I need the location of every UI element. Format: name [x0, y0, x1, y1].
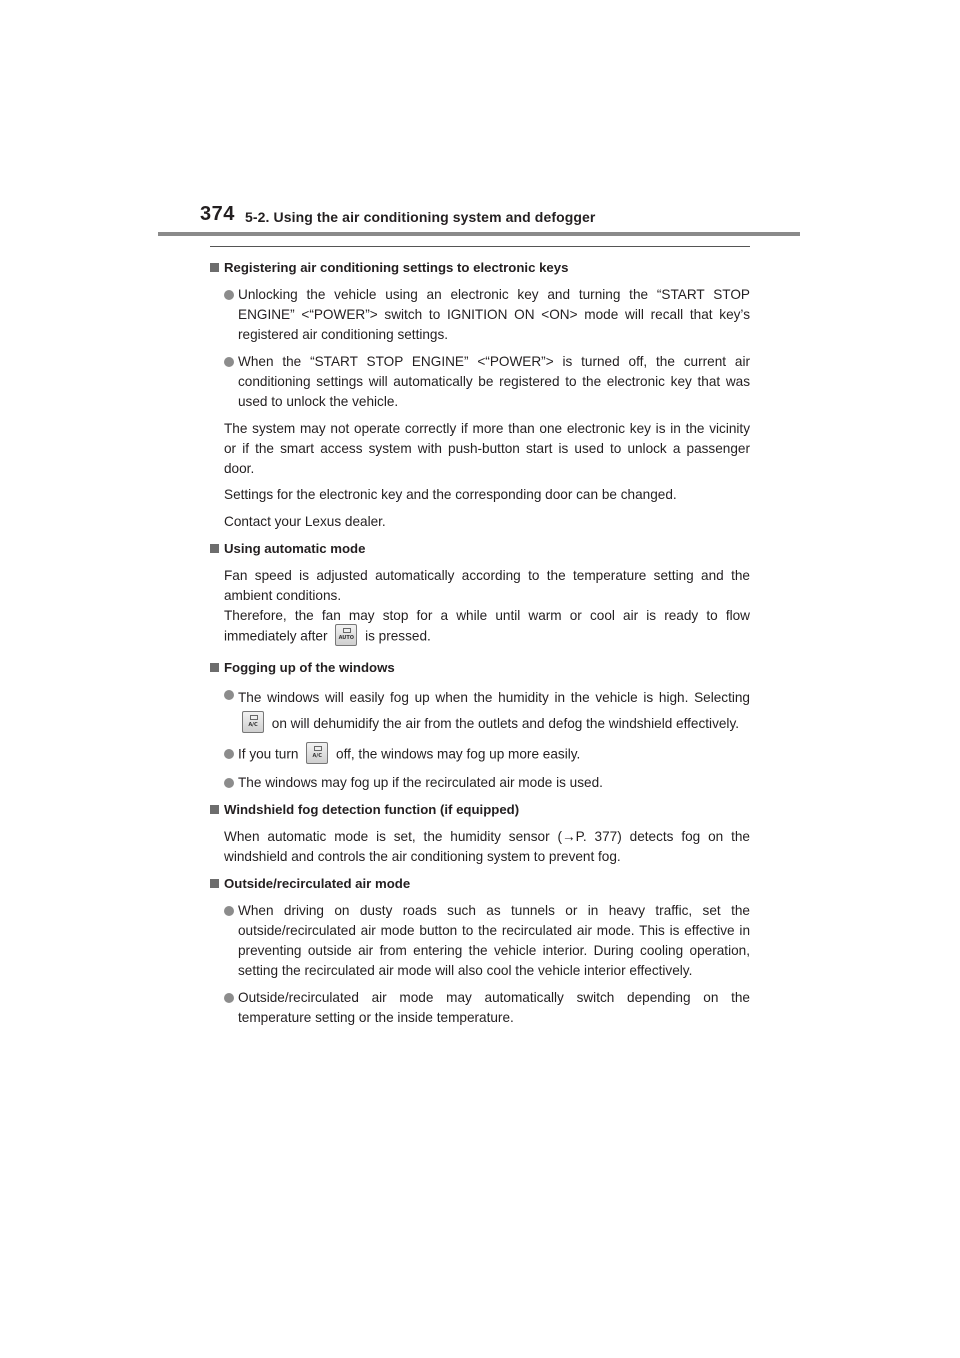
section-rule — [210, 246, 750, 247]
paragraph: When automatic mode is set, the humidity sensor (→P. 377) detects fog on the windshield and controls the air conditioning system to prevent fog. — [224, 829, 750, 864]
heading-text: Registering air conditioning settings to electronic keys — [224, 260, 569, 275]
heading-text: Using automatic mode — [224, 541, 366, 556]
paragraph-text: Therefore, the fan may stop for a while until warm or cool air is ready to flow immediately after — [224, 608, 750, 644]
bullet-dot-icon — [224, 749, 234, 759]
heading-square-icon — [210, 805, 219, 814]
bullet-dot-icon — [224, 906, 234, 916]
paragraph — [210, 606, 750, 648]
section-heading-registering — [210, 258, 750, 278]
auto-button-label: AUTO — [338, 635, 354, 641]
paragraph: The system may not operate correctly if more than one electronic key is in the vicinity or if the smart access system with push-button start is used to unlock a passenger door. — [224, 421, 750, 476]
ac-button-label: A/C — [312, 753, 322, 759]
paragraph: Contact your Lexus dealer. — [224, 514, 386, 529]
bullet-item — [210, 744, 750, 766]
bullet-dot-icon — [224, 690, 234, 700]
section-heading-outside-air — [210, 874, 750, 894]
paragraph-text: is pressed. — [365, 628, 431, 644]
bullet-text: The windows may fog up if the recirculated air mode is used. — [238, 775, 603, 790]
heading-square-icon — [210, 879, 219, 888]
header-rule — [158, 232, 800, 236]
auto-button-icon — [335, 624, 357, 646]
section-heading-fogging — [210, 658, 750, 678]
heading-text: Fogging up of the windows — [224, 660, 395, 675]
section-heading-fog-detection — [210, 800, 750, 820]
bullet-item — [210, 352, 750, 412]
ac-button-icon — [242, 711, 264, 733]
bullet-item — [210, 773, 750, 793]
bullet-dot-icon — [224, 290, 234, 300]
bullet-item — [210, 285, 750, 345]
paragraph: Fan speed is adjusted automatically according to the temperature setting and the ambient conditions. — [224, 568, 750, 603]
bullet-text: If you turn — [238, 746, 299, 762]
chapter-title: 5-2. Using the air conditioning system and defogger — [245, 209, 596, 225]
bullet-text: When driving on dusty roads such as tunnels or in heavy traffic, set the outside/recirculated air mode button to the recirculated air mode. This is effective in preventing outside air from entering the vehicle interior. During cooling operation, setting the recirculated air mode will also cool the vehicle interior effectively. — [238, 903, 750, 978]
bullet-text: Outside/recirculated air mode may automatically switch depending on the temperature setting or the inside temperature. — [238, 990, 750, 1025]
bullet-text: Unlocking the vehicle using an electronic key and turning the “START STOP ENGINE” <“POWER”> switch to IGNITION ON <ON> mode will recall that key’s registered air conditioning settings. — [238, 287, 750, 342]
bullet-text: off, the windows may fog up more easily. — [336, 746, 581, 762]
bullet-item — [210, 901, 750, 981]
bullet-dot-icon — [224, 993, 234, 1003]
bullet-item — [210, 988, 750, 1028]
ac-button-icon — [306, 742, 328, 764]
heading-square-icon — [210, 544, 219, 553]
page-content — [210, 258, 750, 1035]
heading-text: Outside/recirculated air mode — [224, 876, 411, 891]
section-heading-automatic — [210, 539, 750, 559]
bullet-item — [210, 685, 750, 737]
bullet-dot-icon — [224, 778, 234, 788]
ac-button-label: A/C — [248, 722, 258, 729]
bullet-text: When the “START STOP ENGINE” <“POWER”> is turned off, the current air conditioning settings will automatically be registered to the electronic key that was used to unlock the vehicle. — [238, 354, 750, 409]
bullet-dot-icon — [224, 357, 234, 367]
heading-square-icon — [210, 663, 219, 672]
heading-text: Windshield fog detection function (if equipped) — [224, 802, 520, 817]
bullet-text: on will dehumidify the air from the outlets and defog the windshield effectively. — [271, 716, 740, 731]
bullet-text: The windows will easily fog up when the humidity in the vehicle is high. Selecting — [238, 690, 750, 705]
paragraph: Settings for the electronic key and the corresponding door can be changed. — [224, 487, 677, 502]
page-number: 374 — [200, 203, 235, 225]
heading-square-icon — [210, 263, 219, 272]
